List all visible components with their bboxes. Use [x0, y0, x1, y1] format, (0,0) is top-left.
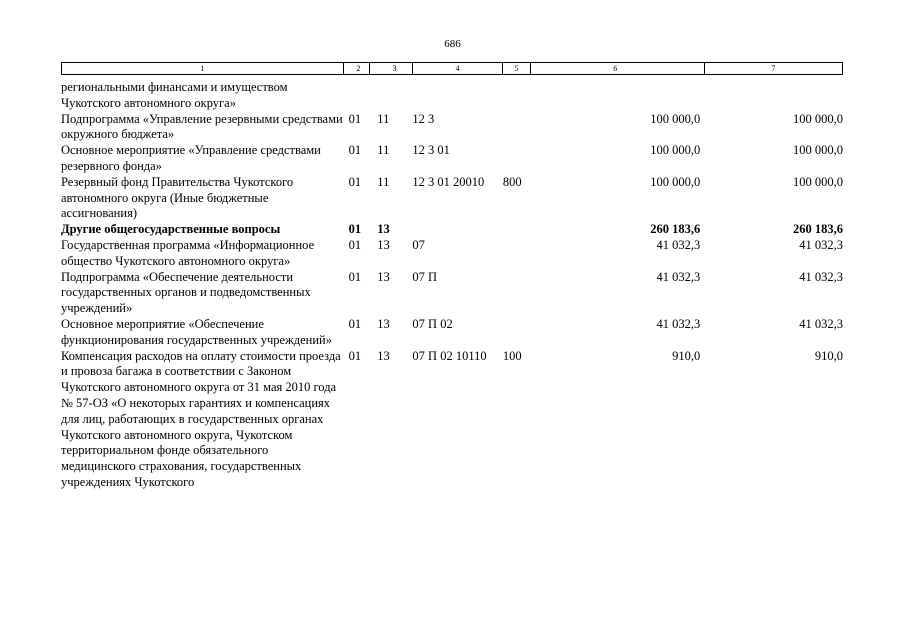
subsection-code-cell: 11: [377, 143, 390, 158]
expense-type-cell: [503, 270, 530, 317]
target-article-cell: 07 П: [412, 269, 438, 284]
section-code-cell: 01: [348, 222, 362, 237]
column-header-6: 6: [530, 63, 704, 75]
table-row: [61, 143, 843, 175]
table-row: [61, 80, 843, 112]
column-header-3: 3: [370, 63, 413, 75]
amount-cell: 100 000,0: [793, 111, 843, 126]
amount-cell: 41 032,3: [799, 269, 843, 284]
subsection-code-cell: 13: [377, 316, 390, 331]
table-row: [61, 222, 843, 238]
amount-cell: 910,0: [814, 348, 843, 363]
column-header-4: 4: [412, 63, 503, 75]
target-article-cell: 12 3: [412, 111, 435, 126]
subsection-code-cell: 11: [377, 174, 390, 189]
row-name-cell: Резервный фонд Правительства Чукотского автономного округа (Иные бюджетные ассигнования): [61, 174, 294, 221]
target-article-cell: [412, 222, 502, 238]
table-row: [61, 175, 843, 222]
row-name-cell: Основное мероприятие «Управление средствами резервного фонда»: [61, 143, 321, 173]
amount-cell: 100 000,0: [793, 174, 843, 189]
amount-cell: [530, 80, 705, 112]
amount-cell: 260 183,6: [650, 222, 701, 237]
amount-cell: 41 032,3: [656, 316, 701, 331]
amount-cell: [704, 80, 843, 112]
expense-type-cell: [503, 222, 530, 238]
section-code-cell: 01: [348, 348, 362, 363]
expense-type-cell: [503, 238, 530, 270]
row-name-cell: Компенсация расходов на оплату стоимости проезда и провоза багажа в соответствии с Законом Чукотского автономного округа от 31 мая 2010 года № 57-ОЗ «О некоторых гарантиях и компенсациях для лиц, работающих в государственных органах Чукотского автономного округа, Чукотском территориальном фонде обязательного медицинского страхования, государственных учреждениях Чукотского: [61, 348, 341, 489]
expense-type-cell: [503, 112, 530, 144]
table-row: [61, 112, 843, 144]
budget-table-body: [61, 80, 843, 491]
row-name-cell: Подпрограмма «Управление резервными средствами окружного бюджета»: [61, 111, 343, 142]
subsection-code-cell: 13: [377, 237, 390, 252]
section-code-cell: 01: [348, 143, 362, 158]
amount-cell: 41 032,3: [656, 237, 701, 252]
expense-type-cell: [503, 80, 530, 112]
section-code-cell: 01: [348, 237, 362, 252]
amount-cell: 100 000,0: [650, 174, 701, 189]
target-article-cell: 07: [412, 237, 425, 252]
expense-type-cell: 800: [502, 174, 522, 189]
column-header-row: [61, 62, 843, 75]
column-header-5: 5: [503, 63, 530, 75]
row-name-cell: региональными финансами и имуществом Чукотского автономного округа»: [61, 80, 288, 110]
amount-cell: 100 000,0: [650, 111, 701, 126]
expense-type-cell: [503, 143, 530, 175]
amount-cell: 910,0: [672, 348, 701, 363]
row-name-cell: Основное мероприятие «Обеспечение функционирования государственных учреждений»: [61, 316, 332, 347]
row-name-cell: Другие общегосударственные вопросы: [61, 222, 281, 237]
section-code-cell: 01: [348, 111, 362, 126]
budget-table: [61, 80, 843, 491]
amount-cell: 41 032,3: [799, 237, 843, 252]
subsection-code-cell: 11: [377, 111, 390, 126]
subsection-code-cell: 13: [377, 348, 390, 363]
subsection-code-cell: 13: [377, 222, 390, 237]
subsection-code-cell: 13: [377, 269, 390, 284]
expense-type-cell: 100: [502, 348, 522, 363]
subsection-code-cell: [370, 80, 412, 112]
table-row: [61, 238, 843, 270]
amount-cell: 100 000,0: [793, 143, 843, 158]
amount-cell: 260 183,6: [793, 222, 843, 237]
table-row: [61, 270, 843, 317]
section-code-cell: 01: [348, 316, 362, 331]
page-number: 686: [444, 38, 461, 50]
expense-type-cell: [503, 317, 530, 349]
amount-cell: 41 032,3: [799, 316, 843, 331]
column-header-2: 2: [343, 63, 369, 75]
section-code-cell: 01: [348, 269, 362, 284]
amount-cell: 100 000,0: [650, 143, 701, 158]
table-row: [61, 349, 843, 491]
section-code-cell: [345, 80, 371, 112]
target-article-cell: 07 П 02: [412, 316, 453, 331]
column-header-1: 1: [62, 63, 344, 75]
section-code-cell: 01: [348, 174, 362, 189]
row-name-cell: Государственная программа «Информационное общество Чукотского автономного округа»: [61, 237, 315, 268]
amount-cell: 41 032,3: [656, 269, 701, 284]
target-article-cell: [412, 80, 502, 112]
row-name-cell: Подпрограмма «Обеспечение деятельности государственных органов и подведомственных учреждений»: [61, 269, 311, 316]
table-row: [61, 317, 843, 349]
target-article-cell: 12 3 01 20010: [412, 174, 485, 189]
target-article-cell: 07 П 02 10110: [412, 348, 487, 363]
target-article-cell: 12 3 01: [412, 143, 450, 158]
column-header-7: 7: [704, 63, 842, 75]
